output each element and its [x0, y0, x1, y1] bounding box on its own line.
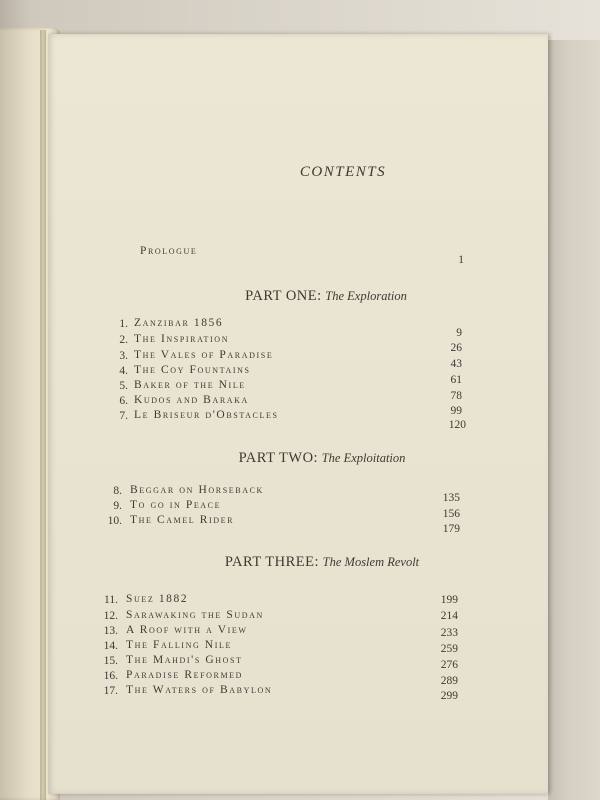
prologue-label: Prologue	[140, 245, 198, 257]
entry-number: 2.	[119, 334, 128, 346]
entry-page: 276	[440, 659, 458, 671]
entry-number: 11.	[104, 594, 118, 606]
entry-title: The Waters of Babylon	[126, 684, 273, 696]
entry-page: 199	[440, 594, 458, 606]
part-one-label: PART ONE:	[245, 288, 322, 304]
entry-number: 7.	[119, 410, 128, 422]
entry-title: Le Briseur d'Obstacles	[134, 409, 279, 421]
entry-title: The Inspiration	[134, 333, 230, 345]
entry-page: 61	[450, 374, 462, 386]
entry-page: 9	[456, 327, 462, 339]
prologue-page: 1	[458, 254, 464, 266]
entry-page: 259	[440, 643, 458, 655]
entry-page: 120	[448, 419, 466, 431]
part-two-heading	[48, 450, 548, 467]
entry-number: 9.	[113, 500, 122, 512]
entry-number: 10.	[107, 515, 122, 527]
entry-title: Baker of the Nile	[134, 379, 246, 391]
entry-title: A Roof with a View	[126, 624, 248, 636]
entry-title: Paradise Reformed	[126, 669, 244, 681]
entry-title: The Vales of Paradise	[134, 349, 274, 361]
entry-page: 135	[442, 492, 460, 504]
part-three-heading	[48, 554, 548, 571]
entry-number: 1.	[119, 318, 128, 330]
entry-title: Suez 1882	[126, 593, 189, 605]
entry-page: 156	[442, 508, 460, 520]
entry-page: 233	[440, 627, 458, 639]
part-one-subtitle: The Exploration	[325, 289, 407, 303]
contents-page	[48, 34, 548, 794]
book-gutter	[40, 30, 46, 800]
part-two-label: PART TWO:	[238, 450, 319, 466]
entry-page: 214	[440, 610, 458, 622]
entry-number: 6.	[119, 395, 128, 407]
entry-number: 13.	[103, 625, 118, 637]
entry-page: 299	[440, 690, 458, 702]
entry-number: 17.	[103, 685, 118, 697]
part-three-subtitle: The Moslem Revolt	[322, 555, 420, 569]
entry-number: 14.	[103, 640, 118, 652]
entry-number: 16.	[103, 670, 118, 682]
entry-title: The Falling Nile	[126, 639, 232, 651]
entry-page: 179	[442, 523, 460, 535]
part-one-heading	[48, 288, 548, 305]
entry-number: 4.	[119, 365, 128, 377]
surface-right	[548, 40, 600, 800]
part-three-label: PART THREE:	[224, 554, 320, 570]
entry-title: To go in Peace	[130, 499, 222, 511]
entry-title: Zanzibar 1856	[134, 317, 224, 329]
entry-title: The Mahdi's Ghost	[126, 654, 243, 666]
entry-page: 78	[450, 390, 462, 402]
entry-title: The Camel Rider	[130, 514, 235, 526]
contents-title: CONTENTS	[299, 164, 387, 180]
entry-number: 5.	[119, 380, 128, 392]
entry-title: Sarawaking the Sudan	[126, 609, 264, 621]
entry-page: 26	[450, 342, 462, 354]
entry-number: 8.	[113, 485, 122, 497]
entry-number: 15.	[103, 655, 118, 667]
entry-title: The Coy Fountains	[134, 364, 251, 376]
entry-number: 3.	[119, 350, 128, 362]
entry-page: 289	[440, 675, 458, 687]
entry-page: 43	[450, 358, 462, 370]
part-two-subtitle: The Exploitation	[321, 451, 406, 465]
entry-number: 12.	[103, 610, 118, 622]
entry-title: Beggar on Horseback	[130, 484, 264, 496]
entry-page: 99	[450, 405, 462, 417]
entry-title: Kudos and Baraka	[134, 394, 249, 406]
